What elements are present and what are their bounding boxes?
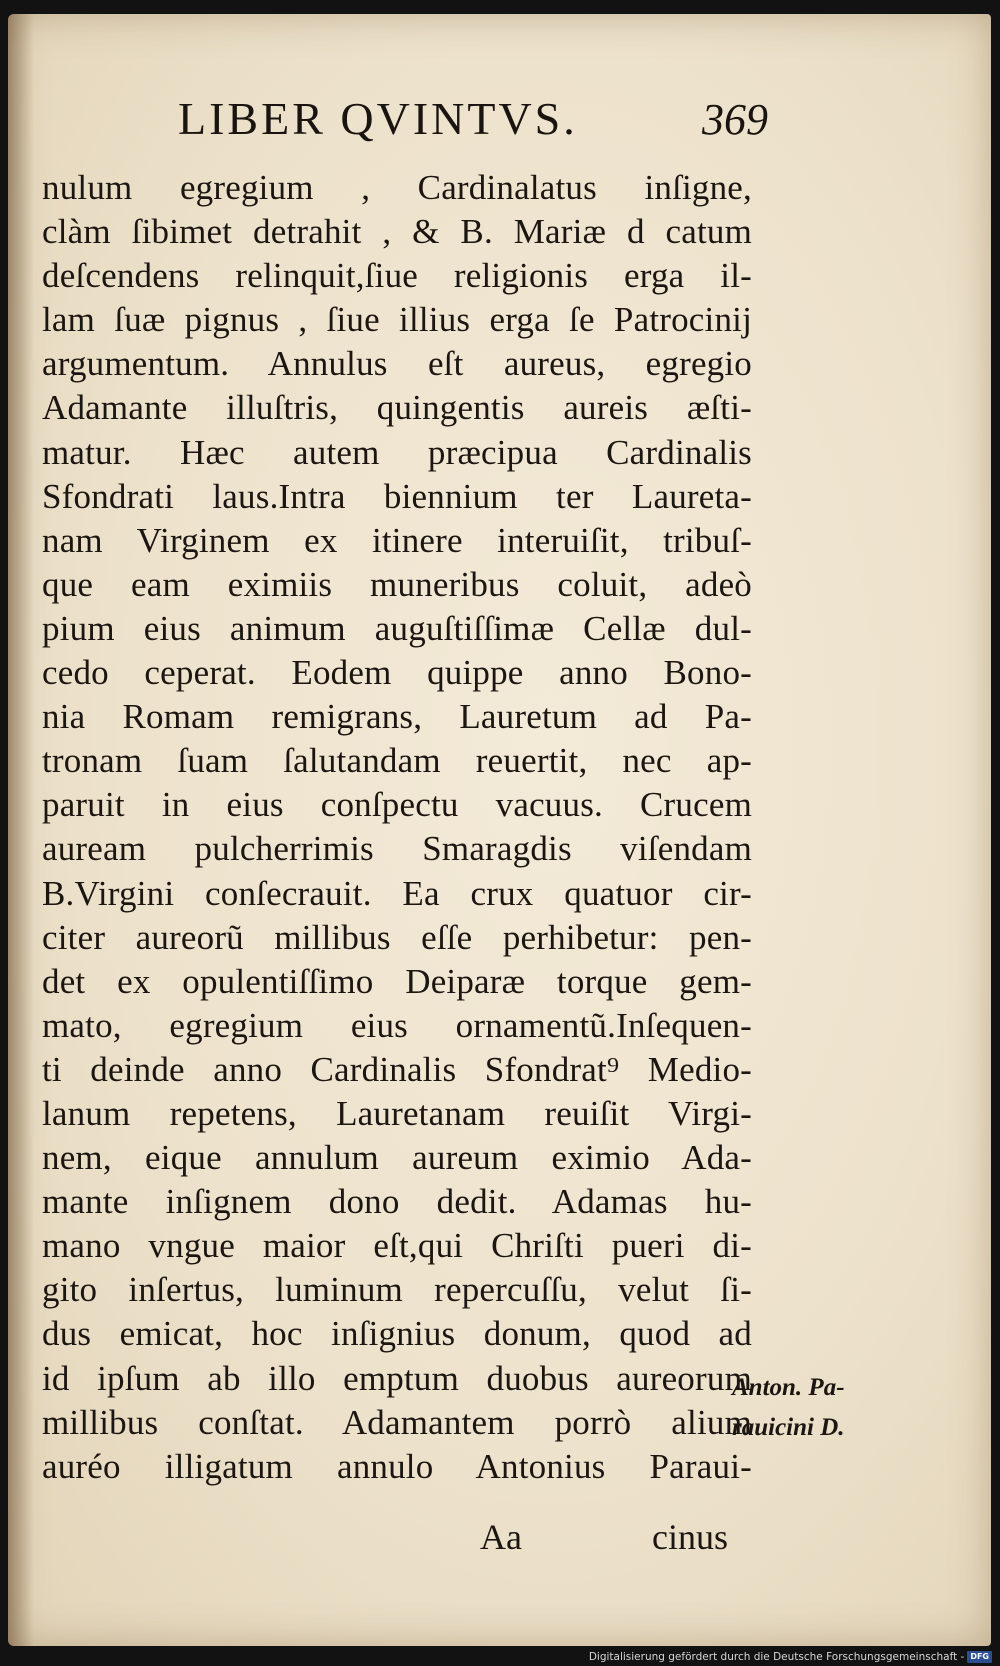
signature-mark: Aa bbox=[480, 1517, 522, 1557]
page-number: 369 bbox=[702, 95, 768, 144]
dfg-footer-text: Digitalisierung gefördert durch die Deutsche Forschungsgemeinschaft - bbox=[588, 1651, 965, 1663]
text-line: Sfondrati laus.Intra biennium ter Laureta- bbox=[42, 476, 752, 516]
text-line: Adamante illuſtris, quingentis aureis æſti- bbox=[42, 388, 752, 428]
marginal-note bbox=[732, 1368, 902, 1448]
catchword: cinus bbox=[652, 1517, 728, 1557]
book-page bbox=[8, 14, 991, 1646]
text-line: det ex opulentiſſimo Deiparæ torque gem- bbox=[42, 961, 752, 1001]
text-line: nulum egregium , Cardinalatus inſigne, bbox=[42, 168, 752, 207]
text-line: pium eius animum auguſtiſſimæ Cellæ dul- bbox=[42, 608, 752, 648]
text-line: lam ſuæ pignus , ſiue illius erga ſe Patrocinij bbox=[42, 300, 752, 340]
text-line: gito inſertus, luminum repercuſſu, velut ſi- bbox=[42, 1270, 752, 1310]
text-line: ti deinde anno Cardinalis Sfondrat⁹ Medio- bbox=[42, 1049, 752, 1089]
text-line: B.Virgini conſecrauit. Ea crux quatuor cir- bbox=[42, 873, 752, 913]
text-line: argumentum. Annulus eſt aureus, egregio bbox=[42, 344, 752, 384]
text-line: millibus conſtat. Adamantem porrò alium bbox=[42, 1402, 752, 1442]
text-line: deſcendens relinquit,ſiue religionis erga il- bbox=[42, 256, 752, 296]
text-line: cedo ceperat. Eodem quippe anno Bono- bbox=[42, 653, 752, 693]
text-line: citer aureorũ millibus eſſe perhibetur: pen- bbox=[42, 917, 752, 957]
text-line: auream pulcherrimis Smaragdis viſendam bbox=[42, 829, 752, 869]
text-line: auréo illigatum annulo Antonius Paraui- bbox=[42, 1446, 752, 1486]
text-line: id ipſum ab illo emptum duobus aureorum bbox=[42, 1358, 752, 1398]
text-line: mato, egregium eius ornamentũ.Inſequen- bbox=[42, 1005, 752, 1045]
text-line: clàm ſibimet detrahit , & B. Mariæ d catum bbox=[42, 212, 752, 252]
text-line: dus emicat, hoc inſignius donum, quod ad bbox=[42, 1314, 752, 1354]
text-line: nia Romam remigrans, Lauretum ad Pa- bbox=[42, 697, 752, 737]
text-line: mante inſignem dono dedit. Adamas hu- bbox=[42, 1182, 752, 1222]
dfg-footer bbox=[589, 1650, 992, 1664]
text-line: nem, eique annulum aureum eximio Ada- bbox=[42, 1138, 752, 1178]
marginal-note-line: Anton. Pa- bbox=[732, 1374, 845, 1401]
running-head: LIBER QVINTVS. bbox=[178, 93, 578, 144]
text-line: matur. Hæc autem præcipua Cardinalis bbox=[42, 432, 752, 472]
text-line: que eam eximiis muneribus coluit, adeò bbox=[42, 564, 752, 604]
text-line: tronam ſuam ſalutandam reuertit, nec ap- bbox=[42, 741, 752, 781]
dfg-logo[interactable]: DFG bbox=[967, 1651, 992, 1663]
text-line: mano vngue maior eſt,qui Chriſti pueri di- bbox=[42, 1226, 752, 1266]
text-line: nam Virginem ex itinere interuiſit, tribuſ- bbox=[42, 520, 752, 560]
marginal-note-line: rauicini D. bbox=[732, 1414, 845, 1441]
text-line: lanum repetens, Lauretanam reuiſit Virgi- bbox=[42, 1093, 752, 1133]
text-line: paruit in eius conſpectu vacuus. Crucem bbox=[42, 785, 752, 825]
body-text bbox=[42, 166, 752, 1489]
